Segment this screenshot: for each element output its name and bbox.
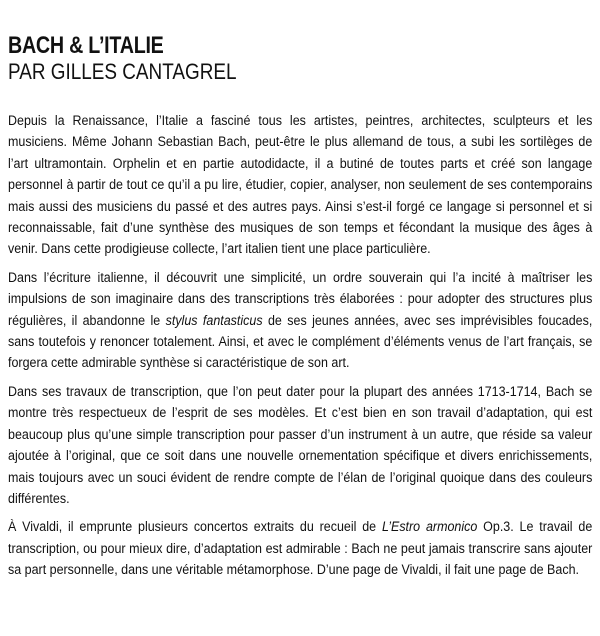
paragraph-4: [8, 517, 592, 581]
paragraph-1: [8, 111, 592, 261]
paragraph-2-text-end: de ses jeunes années, avec ses imprévisibles foucades, sans toutefois y renoncer totalement. Ainsi, et avec le complément d’éléments venus de l’art français, se forgera cette admirable synthèse si caractéristique de son art.: [8, 312, 593, 372]
article-byline: PAR GILLES CANTAGREL: [8, 59, 237, 84]
paragraph-4-text-start: À Vivaldi, il emprunte plusieurs concertos extraits du recueil de: [8, 519, 382, 536]
article-title: BACH & L’ITALIE: [8, 32, 164, 59]
paragraph-2-text-start: Dans l’écriture italienne, il découvrit une simplicité, un ordre souverain qui l’a incité à maîtriser les impulsions de son imaginaire dans des transcriptions très élaborées : pour adopter des structures plus régulières, il abandonne le: [8, 269, 593, 329]
paragraph-1-text: Depuis la Renaissance, l’Italie a fasciné tous les artistes, peintres, architectes, sculpteurs et les musiciens. Même Johann Sebastian Bach, peut-être le plus allemand de tous, a subi les sortilèges de l’art ultramontain. Orphelin et en partie autodidacte, il a butiné de toutes parts et créé son langage personnel à partir de tout ce qu’il a pu lire, étudier, copier, analyser, non seulement de ses contemporains mais aussi des musiciens du passé et des autres pays. Ainsi s’est-il forgé ce langage si personnel et si reconnaissable, fait d’une synthèse des musiques de son temps et fécondant la musique des âges à venir. Dans cette prodigieuse collecte, l’art italien tient une place particulière.: [8, 113, 593, 258]
paragraph-2-italic-term: stylus fantasticus: [165, 312, 263, 329]
paragraph-3-text: Dans ses travaux de transcription, que l’on peut dater pour la plupart des années 1713-1714, Bach se montre très respectueux de l’esprit de ses modèles. Et c’est bien en son travail d’adaptation, qui est beaucoup plus qu’une simple transcription pour passer d’un instrument à un autre, que réside sa valeur ajoutée à l’original, que ce soit dans une nouvelle ornementation spécifique et divers enrichissements, mais toujours avec un souci évident de rendre compte de l’élan de l’original quoique dans des couleurs différentes.: [8, 383, 593, 507]
paragraph-2: [8, 268, 592, 375]
paragraph-4-italic-title: L’Estro armonico: [381, 519, 478, 536]
paragraph-4-text-end: Op.3. Le travail de transcription, ou pour mieux dire, d’adaptation est admirable : Bach ne peut jamais transcrire sans ajouter sa part personnelle, dans une véritable métamorphose. D’une page de Vivaldi, il fait une page de Bach.: [8, 519, 593, 579]
paragraph-3: [8, 382, 592, 510]
article-body: [8, 111, 592, 582]
